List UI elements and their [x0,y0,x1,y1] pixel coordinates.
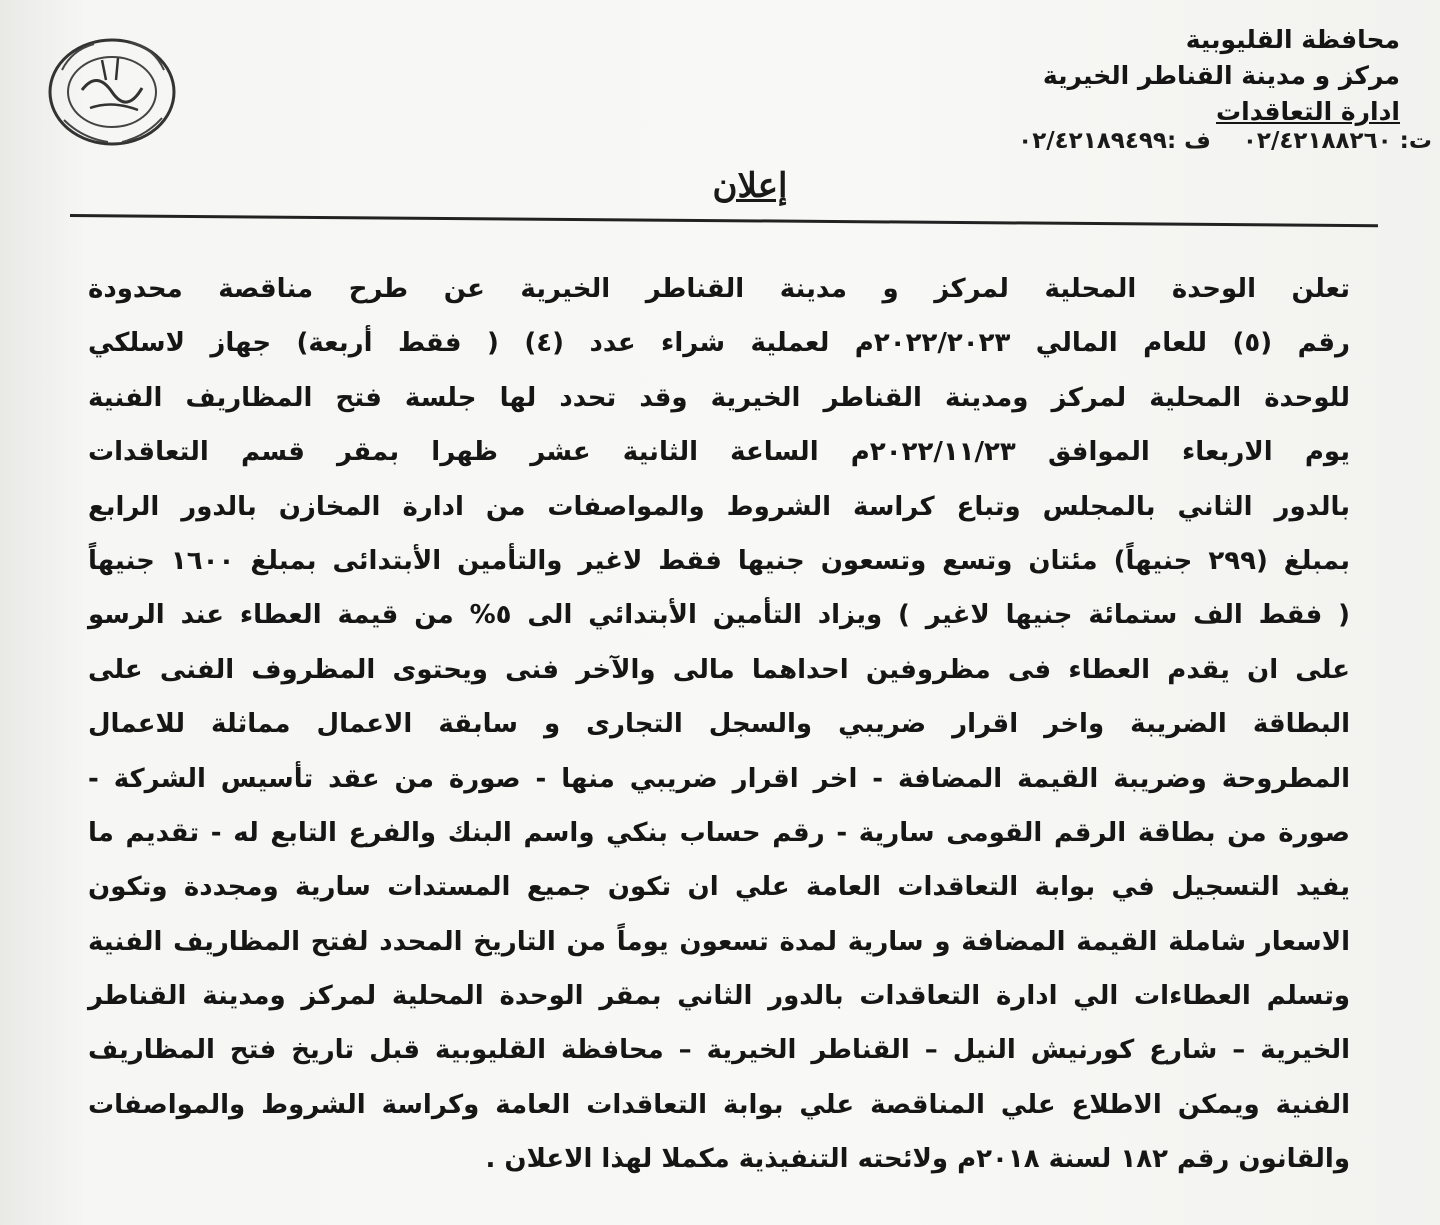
body-line: وتسلم العطاءات الي ادارة التعاقدات بالدور الثاني بمقر الوحدة المحلية لمركز ومدينة القناطر [88,981,1350,1012]
body-line: والقانون رقم ١٨٢ لسنة ٢٠١٨م ولائحته التنفيذية مكملا لهذا الاعلان . [485,1144,1350,1175]
body-line: الخيرية – شارع كورنيش النيل – القناطر الخيرية – محافظة القليوبية قبل تاريخ فتح المظاريف [88,1035,1350,1066]
body-line: تعلن الوحدة المحلية لمركز و مدينة القناطر الخيرية عن طرح مناقصة محدودة [88,274,1350,304]
body-line: الفنية ويمكن الاطلاع علي المناقصة علي بوابة التعاقدات العامة وكراسة الشروط والمواصفات [88,1089,1350,1120]
document-title: إعلان [712,166,788,206]
body-line: يوم الاربعاء الموافق ٢٠٢٢/١١/٢٣م الساعة الثانية عشر ظهرا بمقر قسم التعاقدات [88,437,1350,468]
governorate-name: محافظة القليوبية [1185,25,1400,54]
official-seal-icon [42,30,182,150]
title-divider [70,214,1378,227]
letterhead [1043,22,1400,130]
department-name: ادارة التعاقدات [1216,97,1400,126]
body-line: على ان يقدم العطاء فى مظروفين احداهما مالى والآخر فنى ويحتوى المظروف الفنى على [88,654,1350,685]
body-line: بمبلغ (٢٩٩ جنيهاً) مئتان وتسع وتسعون جنيها فقط لاغير والتأمين الأبتدائى بمبلغ ١٦٠٠ جنيهاً [88,545,1350,576]
body-line: ( فقط الف ستمائة جنيها لاغير ) ويزاد التأمين الأبتدائي الى ٥% من قيمة العطاء عند الرسو [88,600,1350,631]
council-name: مركز و مدينة القناطر الخيرية [1042,61,1400,90]
body-line: صورة من بطاقة الرقم القومى سارية - رقم حساب بنكي واسم البنك والفرع التابع له - تقديم ما [88,817,1350,848]
body-line: بالدور الثاني بالمجلس وتباع كراسة الشروط والمواصفات من ادارة المخازن بالدور الرابع [88,491,1350,522]
body-line: يفيد التسجيل في بوابة التعاقدات العامة علي ان تكون جميع المستدات سارية ومجددة وتكون [88,872,1350,903]
body-line: الاسعار شاملة القيمة المضافة و سارية لمدة تسعون يوماً من التاريخ المحدد لفتح المظاريف الفنية [88,926,1350,957]
contact-line [994,128,1432,154]
phone-number: ت: ٠٢/٤٢١٨٨٢٦٠ [1242,128,1432,154]
body-line: البطاقة الضريبة واخر اقرار ضريبي والسجل التجارى و سابقة الاعمال مماثلة للاعمال [88,709,1350,740]
body-line: المطروحة وضريبة القيمة المضافة - اخر اقرار ضريبي منها - صورة من عقد تأسيس الشركة - [88,763,1350,794]
body-line: رقم (٥) للعام المالي ٢٠٢٢/٢٠٢٣م لعملية شراء عدد (٤) ( فقط أربعة) جهاز لاسلكي [88,328,1351,359]
fax-number: ف :٠٢/٤٢١٨٩٤٩٩ [1018,128,1211,154]
announcement-body [88,262,1350,1187]
body-line: للوحدة المحلية لمركز ومدينة القناطر الخيرية وقد تحدد لها جلسة فتح المظاريف الفنية [88,382,1350,413]
